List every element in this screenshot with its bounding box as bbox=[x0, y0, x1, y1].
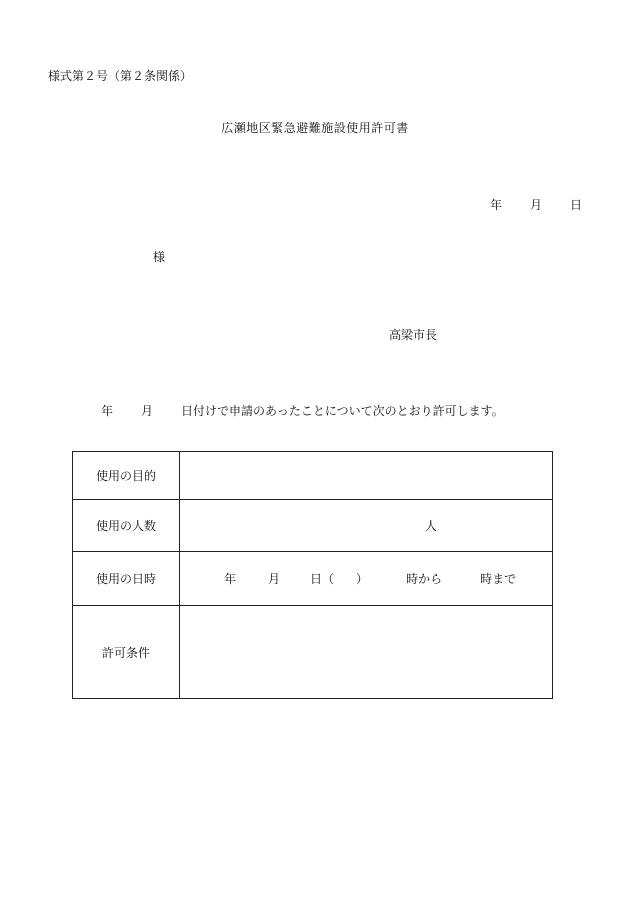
people-value bbox=[180, 500, 553, 552]
date-day-label: 日 bbox=[569, 198, 582, 212]
people-unit: 人 bbox=[425, 519, 438, 533]
statement-year-label: 年 bbox=[101, 404, 114, 418]
datetime-label: 使用の日時 bbox=[73, 552, 180, 606]
table-row-conditions bbox=[73, 606, 553, 699]
statement-month-label: 月 bbox=[141, 404, 154, 418]
date-month-label: 月 bbox=[529, 198, 542, 212]
document-title: 広瀬地区緊急避難施設使用許可書 bbox=[221, 121, 409, 135]
datetime-close: ） bbox=[356, 572, 369, 586]
purpose-label: 使用の目的 bbox=[73, 452, 180, 500]
date-year-label: 年 bbox=[489, 198, 502, 212]
datetime-month: 月 bbox=[268, 572, 281, 586]
people-label: 使用の人数 bbox=[73, 500, 180, 552]
issue-date bbox=[490, 198, 582, 212]
form-number: 様式第２号（第２条関係） bbox=[48, 69, 193, 83]
conditions-label: 許可条件 bbox=[73, 606, 180, 699]
permit-details-table bbox=[72, 451, 553, 699]
datetime-until: 時まで bbox=[480, 572, 517, 586]
issuer-name: 高梁市長 bbox=[389, 328, 438, 342]
table-row-datetime bbox=[73, 552, 553, 606]
purpose-value bbox=[180, 452, 553, 500]
conditions-value bbox=[180, 606, 553, 699]
addressee-suffix: 様 bbox=[153, 250, 166, 264]
datetime-year: 年 bbox=[224, 572, 237, 586]
table-row-purpose bbox=[73, 452, 553, 500]
statement-text: 日付けで申請のあったことについて次のとおり許可します。 bbox=[181, 404, 504, 418]
permission-statement bbox=[101, 404, 504, 418]
table-row-people bbox=[73, 500, 553, 552]
datetime-from: 時から bbox=[406, 572, 443, 586]
datetime-value bbox=[180, 552, 553, 606]
datetime-day: 日（ bbox=[310, 572, 335, 586]
